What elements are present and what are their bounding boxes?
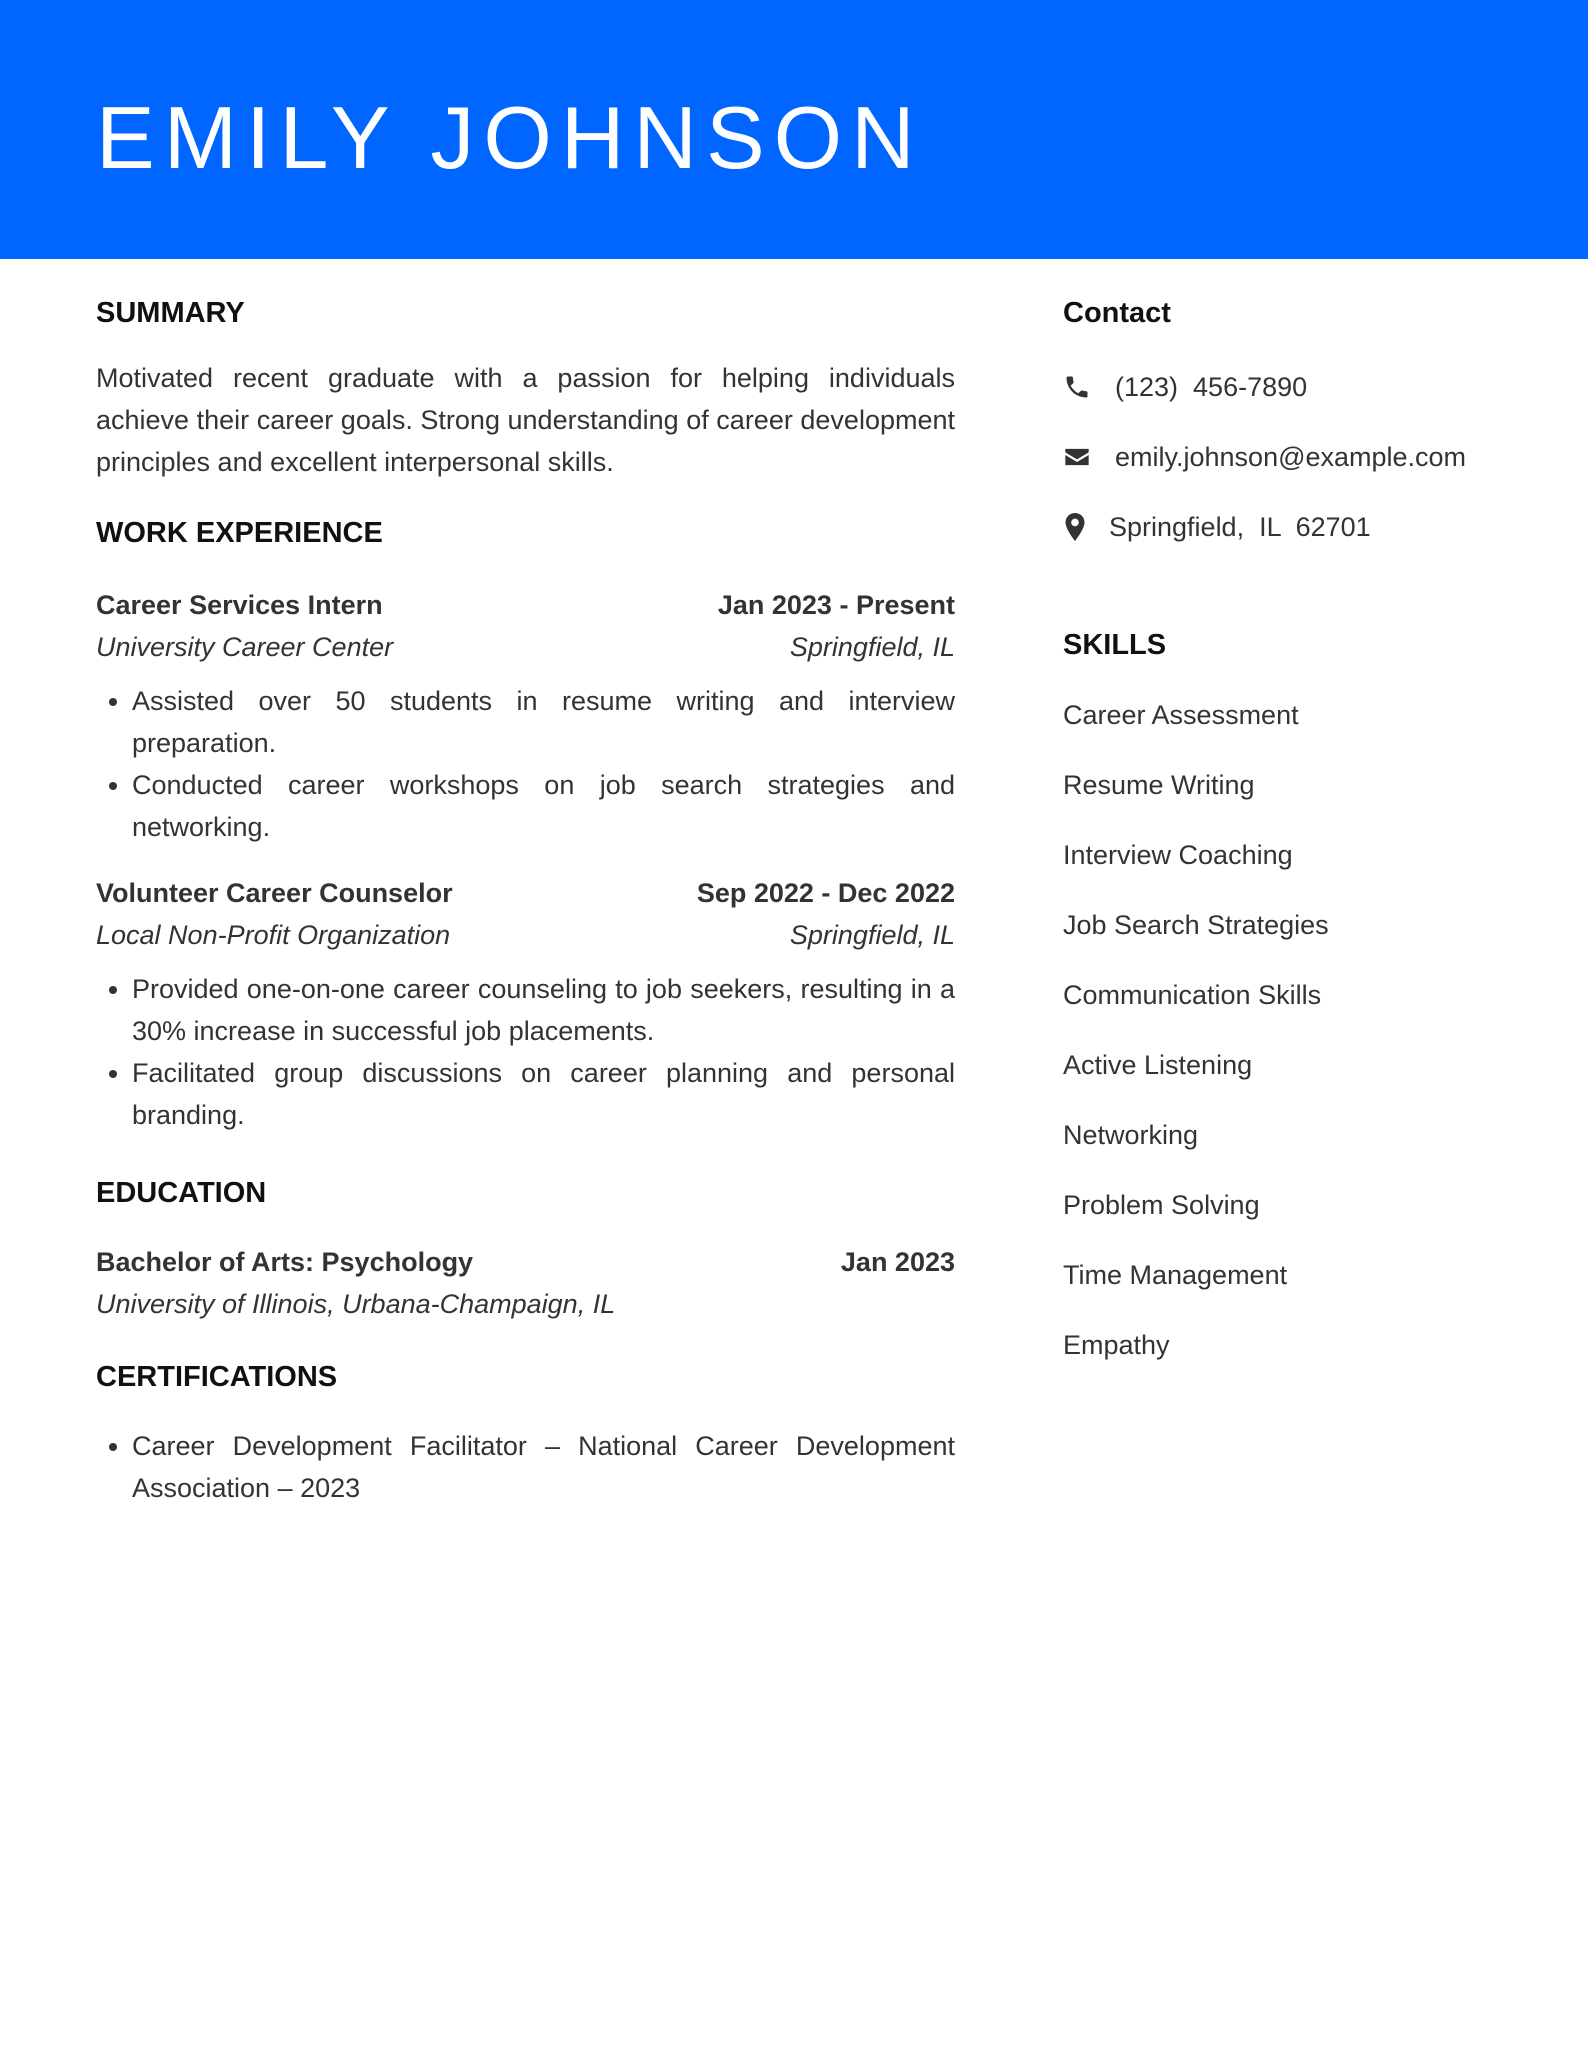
- education-subheader: [96, 1283, 955, 1325]
- sidebar: [1063, 259, 1523, 1363]
- job-bullet: • Conducted career workshops on job search strategies and networking.: [132, 764, 955, 848]
- certifications-heading: CERTIFICATIONS: [96, 1361, 338, 1393]
- certification-item: • Career Development Facilitator – National Career Development Association – 2023: [132, 1425, 955, 1509]
- education-section: [96, 1175, 955, 1325]
- summary-section: [96, 295, 955, 483]
- job-header: [96, 872, 955, 914]
- contact-location: [1063, 509, 1523, 545]
- job-entry: [96, 584, 955, 848]
- summary-text: Motivated recent graduate with a passion for helping individuals achieve their career goals. Strong understanding of career development principles and excellent interpersonal skills.: [96, 363, 955, 477]
- job-header: [96, 584, 955, 626]
- school: University of Illinois, Urbana-Champaign, IL: [96, 1289, 616, 1319]
- main-column: [96, 259, 955, 1509]
- education-header: [96, 1241, 955, 1283]
- job-bullets: [96, 968, 955, 1136]
- degree: Bachelor of Arts: Psychology: [96, 1247, 474, 1277]
- skill-item: Interview Coaching: [1063, 840, 1293, 870]
- job-role: Career Services Intern: [96, 590, 383, 620]
- job-subheader: [96, 914, 955, 956]
- location-text: Springfield, IL 62701: [1109, 512, 1371, 542]
- skill-item: Communication Skills: [1063, 980, 1322, 1010]
- job-role: Volunteer Career Counselor: [96, 878, 453, 908]
- skill-item: Problem Solving: [1063, 1190, 1260, 1220]
- job-organization: University Career Center: [96, 632, 394, 662]
- certification-list: [96, 1425, 955, 1509]
- phone-icon: [1063, 372, 1093, 402]
- job-bullet: • Facilitated group discussions on career planning and personal branding.: [132, 1052, 955, 1136]
- skills-section: [1063, 627, 1523, 1363]
- summary-heading: SUMMARY: [96, 297, 245, 329]
- job-dates: Sep 2022 - Dec 2022: [696, 878, 955, 908]
- skill-item: Job Search Strategies: [1063, 910, 1329, 940]
- education-heading: EDUCATION: [96, 1177, 267, 1209]
- skill-item: Time Management: [1063, 1260, 1288, 1290]
- skill-item: Career Assessment: [1063, 700, 1299, 730]
- skills-heading: SKILLS: [1063, 629, 1167, 661]
- map-pin-icon: [1063, 512, 1093, 542]
- contact-section: [1063, 295, 1523, 545]
- job-entry: [96, 872, 955, 1136]
- work-experience-heading: WORK EXPERIENCE: [96, 517, 383, 549]
- skill-item: Networking: [1063, 1120, 1199, 1150]
- job-location: Springfield, IL: [789, 920, 955, 950]
- work-experience-section: [96, 515, 955, 1136]
- job-bullets: [96, 680, 955, 848]
- certifications-section: [96, 1359, 955, 1509]
- email-address: emily.johnson@example.com: [1115, 442, 1467, 472]
- skills-list: [1063, 697, 1523, 1363]
- contact-email: [1063, 439, 1523, 475]
- phone-number: (123) 456-7890: [1115, 372, 1308, 402]
- job-dates: Jan 2023 - Present: [717, 590, 955, 620]
- contact-heading: Contact: [1063, 297, 1171, 329]
- job-bullet: • Provided one-on-one career counseling to job seekers, resulting in a 30% increase in successful job placements.: [132, 968, 955, 1052]
- job-location: Springfield, IL: [789, 632, 955, 662]
- job-bullet: • Assisted over 50 students in resume writing and interview preparation.: [132, 680, 955, 764]
- job-subheader: [96, 626, 955, 668]
- skill-item: Active Listening: [1063, 1050, 1253, 1080]
- contact-phone: [1063, 369, 1523, 405]
- skill-item: Resume Writing: [1063, 770, 1255, 800]
- job-organization: Local Non-Profit Organization: [96, 920, 451, 950]
- skill-item: Empathy: [1063, 1330, 1170, 1360]
- header-banner: [0, 0, 1588, 259]
- envelope-icon: [1063, 442, 1093, 472]
- graduation-date: Jan 2023: [840, 1247, 955, 1277]
- candidate-name: EMILY JOHNSON: [96, 88, 924, 187]
